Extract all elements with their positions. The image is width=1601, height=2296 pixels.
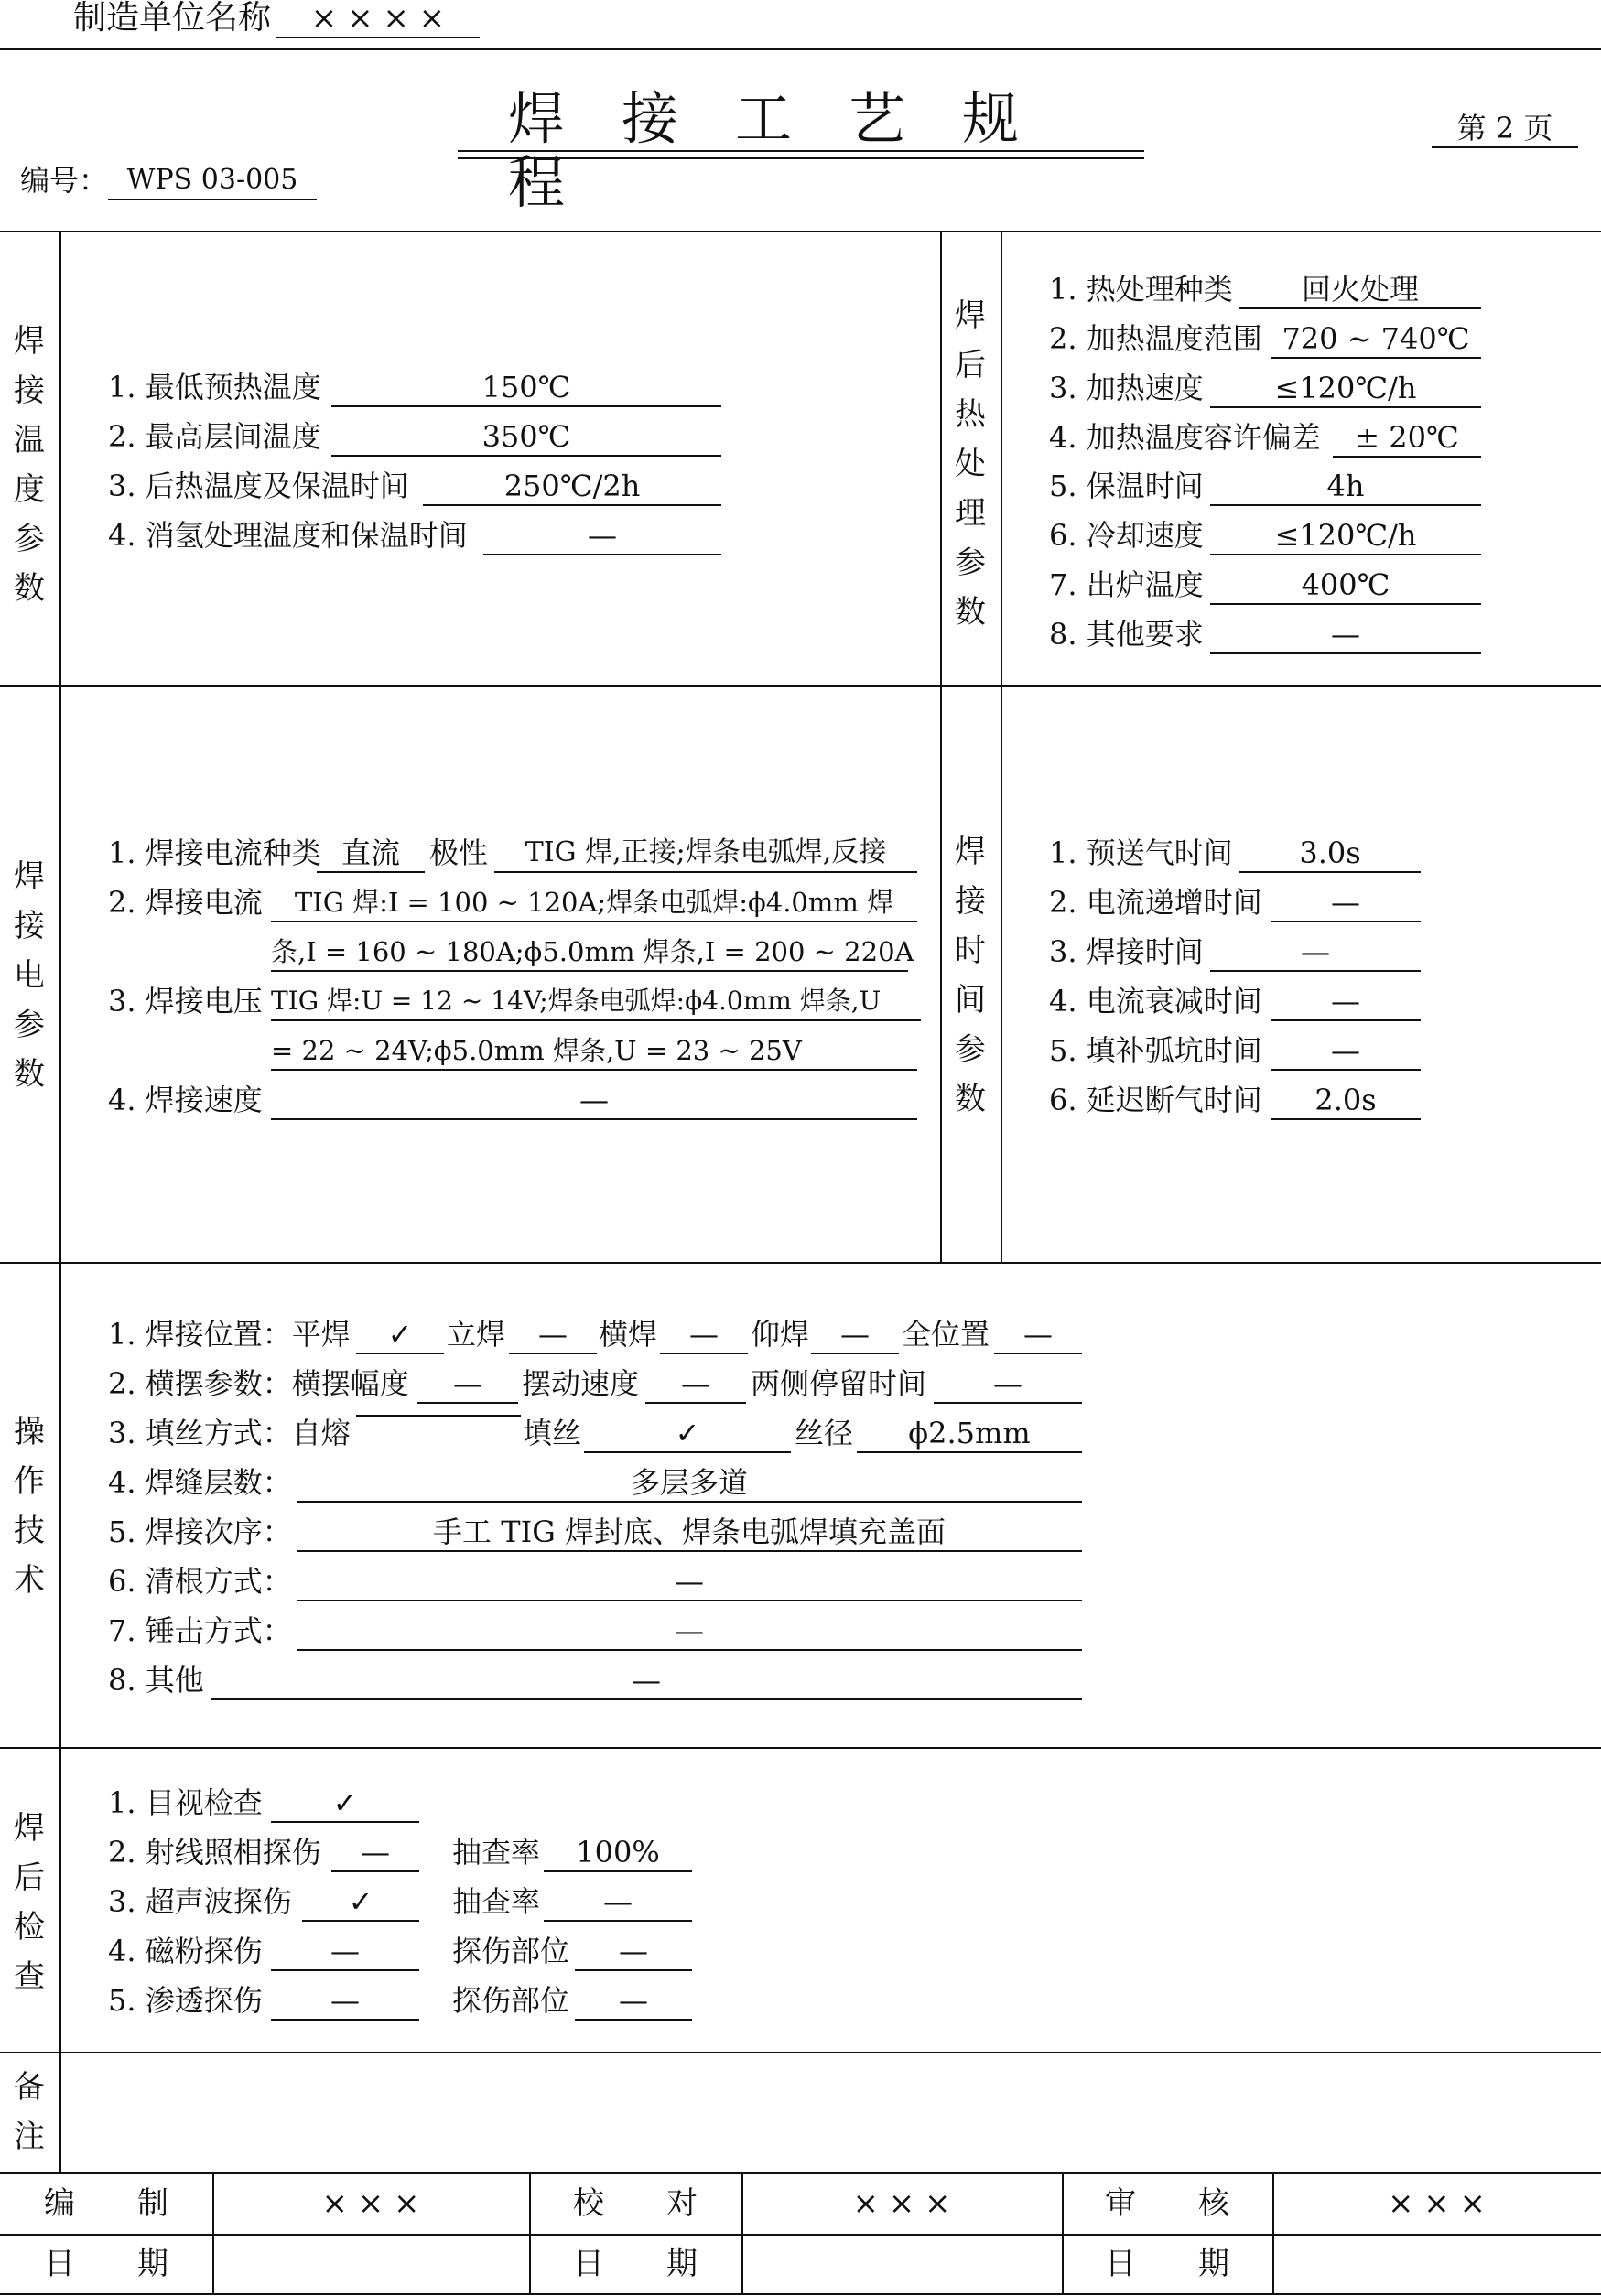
insp-mt-location-value: — (575, 1933, 692, 1971)
page-title: 焊接工艺规程 (508, 85, 1076, 216)
op-weave-label: 2. 横摆参数：横摆幅度 (108, 1366, 409, 1401)
op-gouge-value: — (297, 1563, 1082, 1601)
insp-pt-location-label: 探伤部位 (452, 1983, 570, 2018)
maker-value: × × × × (276, 0, 480, 38)
op-layers-value: 多层多道 (297, 1464, 1082, 1503)
pwht-item-5-value: 4h (1210, 468, 1481, 506)
time-item-1-label: 1. 预送气时间 (1049, 835, 1233, 870)
sign-compile-value: × × × (321, 2185, 420, 2222)
time-item-1-value: 3.0s (1239, 835, 1421, 873)
temp-item-4-label: 4. 消氢处理温度和保温时间 (108, 518, 468, 553)
op-weave-dwell-label: 两侧停留时间 (751, 1366, 927, 1401)
insp-pt-label: 5. 渗透探伤 (108, 1983, 263, 2018)
insp-mt-label: 4. 磁粉探伤 (108, 1934, 263, 1968)
op-gouge-label: 6. 清根方式： (108, 1564, 292, 1599)
op-sequence-label: 5. 焊接次序： (108, 1514, 292, 1549)
time-section-label: 焊 接 时 间 参 数 (955, 834, 986, 1117)
pwht-item-5-label: 5. 保温时间 (1049, 469, 1204, 503)
elec-voltage-label: 3. 焊接电压 (108, 984, 263, 1019)
elec-section-label: 焊 接 电 参 数 (14, 858, 45, 1093)
insp-visual-value: ✓ (271, 1784, 419, 1823)
header-divider (0, 48, 1601, 50)
insp-ut-label: 3. 超声波探伤 (108, 1884, 292, 1919)
time-item-5-value: — (1271, 1032, 1421, 1071)
pwht-item-3-label: 3. 加热速度 (1049, 371, 1204, 405)
op-weave-speed-label: 摆动速度 (522, 1366, 640, 1401)
elec-voltage-value-2: = 22 ~ 24V;ϕ5.0mm 焊条,U = 23 ~ 25V (271, 1032, 917, 1071)
op-position-flat: ✓ (356, 1316, 444, 1354)
elec-voltage-value-1: TIG 焊:U = 12 ~ 14V;焊条电弧焊:ϕ4.0mm 焊条,U (271, 983, 921, 1021)
pwht-section-label: 焊 后 热 处 理 参 数 (955, 297, 986, 631)
temp-item-1-value: 150℃ (331, 369, 721, 407)
sign-review-label: 审 核 (1105, 2185, 1229, 2222)
op-fill-label: 3. 填丝方式：自熔 (108, 1416, 351, 1450)
title-underline-1 (458, 150, 1144, 152)
page-number: 第 2 页 (1432, 110, 1578, 148)
op-position-vertical-label: 立焊 (447, 1317, 506, 1352)
time-item-6-value: 2.0s (1271, 1082, 1421, 1120)
time-item-6-label: 6. 延迟断气时间 (1049, 1083, 1262, 1117)
elec-current-type-value: 直流 (317, 835, 425, 873)
op-position-label: 1. 焊接位置：平焊 (108, 1317, 351, 1352)
insp-rt-label: 2. 射线照相探伤 (108, 1835, 321, 1870)
time-item-2-value: — (1271, 884, 1421, 922)
temp-item-2-label: 2. 最高层间温度 (108, 419, 321, 454)
op-other-label: 8. 其他 (108, 1663, 204, 1698)
temp-item-1-label: 1. 最低预热温度 (108, 370, 321, 404)
temp-item-3-label: 3. 后热温度及保温时间 (108, 469, 409, 503)
maker-label: 制造单位名称 (73, 0, 272, 37)
grid-row6-bottom (0, 2234, 1601, 2236)
insp-rt-rate-label: 抽查率 (452, 1835, 541, 1870)
insp-rt-value: — (331, 1834, 419, 1872)
temp-item-3-value: 250℃/2h (423, 468, 721, 506)
sign-check-label: 校 对 (573, 2185, 698, 2222)
op-section-label: 操 作 技 术 (14, 1414, 45, 1599)
temp-section-label: 焊 接 温 度 参 数 (14, 323, 45, 607)
grid-row3-bottom (0, 1747, 1601, 1749)
sign-compile-date-value[interactable] (212, 2246, 529, 2282)
grid-top (0, 231, 1601, 232)
sign-review-date-label: 日 期 (1105, 2246, 1229, 2282)
insp-ut-value: ✓ (302, 1883, 419, 1922)
elec-current-value-2: 条,I = 160 ~ 180A;ϕ5.0mm 焊条,I = 200 ~ 220A (271, 933, 908, 972)
pwht-item-3-value: ≤120℃/h (1210, 370, 1481, 408)
sign-compile-label: 编 制 (44, 2185, 168, 2222)
pwht-item-2-value: 720 ~ 740℃ (1271, 320, 1481, 359)
insp-mt-location-label: 探伤部位 (452, 1934, 570, 1968)
elec-current-label: 2. 焊接电流 (108, 885, 263, 920)
elec-speed-value: — (271, 1082, 917, 1120)
elec-polarity-label: 极性 (429, 835, 489, 870)
number-label: 编号： (20, 163, 109, 198)
time-item-2-label: 2. 电流递增时间 (1049, 885, 1262, 920)
time-item-3-label: 3. 焊接时间 (1049, 934, 1204, 969)
title-underline-2 (458, 157, 1144, 159)
pwht-item-6-value: ≤120℃/h (1210, 517, 1481, 555)
op-position-overhead-label: 仰焊 (751, 1317, 810, 1352)
grid-label-col (59, 231, 61, 2172)
grid-row5-bottom (0, 2172, 1601, 2174)
op-weave-width: — (417, 1365, 518, 1404)
elec-current-value-1: TIG 焊:I = 100 ~ 120A;焊条电弧焊:ϕ4.0mm 焊 (271, 884, 917, 922)
insp-rt-rate-value: 100% (544, 1834, 692, 1872)
pwht-item-7-value: 400℃ (1210, 566, 1481, 605)
insp-ut-rate-value: — (544, 1883, 692, 1922)
op-fill-diameter: ϕ2.5mm (857, 1415, 1082, 1453)
time-item-4-label: 4. 电流衰减时间 (1049, 984, 1262, 1019)
sign-compile-date-label: 日 期 (44, 2246, 168, 2282)
elec-current-type-label: 1. 焊接电流种类 (108, 835, 321, 870)
pwht-item-8-label: 8. 其他要求 (1049, 617, 1204, 652)
insp-pt-location-value: — (575, 1982, 692, 2021)
op-peen-label: 7. 锤击方式： (108, 1613, 292, 1648)
op-fill-auto (356, 1415, 521, 1417)
insp-visual-label: 1. 目视检查 (108, 1785, 263, 1820)
op-position-horizontal-label: 横焊 (599, 1317, 658, 1352)
pwht-item-4-value: ± 20℃ (1333, 419, 1481, 458)
op-position-all: — (994, 1316, 1082, 1354)
pwht-item-1-value: 回火处理 (1239, 271, 1481, 309)
op-weave-dwell: — (934, 1365, 1082, 1404)
insp-mt-value: — (271, 1933, 419, 1971)
op-fill-diameter-label: 丝径 (795, 1416, 854, 1450)
pwht-item-4-label: 4. 加热温度容许偏差 (1049, 420, 1321, 455)
op-other-value: — (211, 1662, 1082, 1700)
pwht-item-8-value: — (1210, 616, 1481, 654)
sign-review-value: × × × (1387, 2185, 1487, 2222)
pwht-item-7-label: 7. 出炉温度 (1049, 567, 1204, 602)
time-item-5-label: 5. 填补弧坑时间 (1049, 1033, 1262, 1068)
sign-check-date-value[interactable] (741, 2246, 1062, 2282)
elec-speed-label: 4. 焊接速度 (108, 1083, 263, 1117)
op-fill-wire-label: 填丝 (523, 1416, 582, 1450)
pwht-item-6-label: 6. 冷却速度 (1049, 518, 1204, 553)
sign-check-value: × × × (852, 2185, 951, 2222)
grid-row2-bottom (0, 1262, 1601, 1264)
sign-review-date-value[interactable] (1272, 2246, 1601, 2282)
insp-section-label: 焊 后 检 查 (14, 1810, 45, 1995)
op-layers-label: 4. 焊缝层数： (108, 1465, 292, 1500)
time-item-4-value: — (1271, 983, 1421, 1021)
grid-row1-bottom (0, 685, 1601, 687)
remarks-section-label: 备 注 (14, 2069, 45, 2155)
grid-row4-bottom (0, 2052, 1601, 2053)
op-fill-wire: ✓ (584, 1415, 791, 1453)
number-value: WPS 03-005 (108, 162, 317, 200)
grid-bottom (0, 2293, 1601, 2295)
pwht-item-1-label: 1. 热处理种类 (1049, 272, 1233, 307)
op-position-overhead: — (811, 1316, 899, 1354)
grid-mid-col-a (940, 231, 942, 1262)
temp-item-4-value: — (483, 517, 721, 555)
op-position-vertical: — (509, 1316, 597, 1354)
op-position-horizontal: — (660, 1316, 748, 1354)
insp-pt-value: — (271, 1982, 419, 2021)
elec-polarity-value: TIG 焊,正接;焊条电弧焊,反接 (494, 835, 917, 873)
temp-item-2-value: 350℃ (331, 418, 721, 457)
op-peen-value: — (297, 1612, 1082, 1651)
pwht-item-2-label: 2. 加热温度范围 (1049, 321, 1262, 356)
grid-mid-col-b (1001, 231, 1002, 1262)
op-weave-speed: — (645, 1365, 746, 1404)
insp-ut-rate-label: 抽查率 (452, 1884, 541, 1919)
sign-check-date-label: 日 期 (573, 2246, 698, 2282)
time-item-3-value: — (1210, 933, 1421, 972)
op-sequence-value: 手工 TIG 焊封底、焊条电弧焊填充盖面 (297, 1514, 1082, 1552)
op-position-all-label: 全位置 (902, 1317, 990, 1352)
